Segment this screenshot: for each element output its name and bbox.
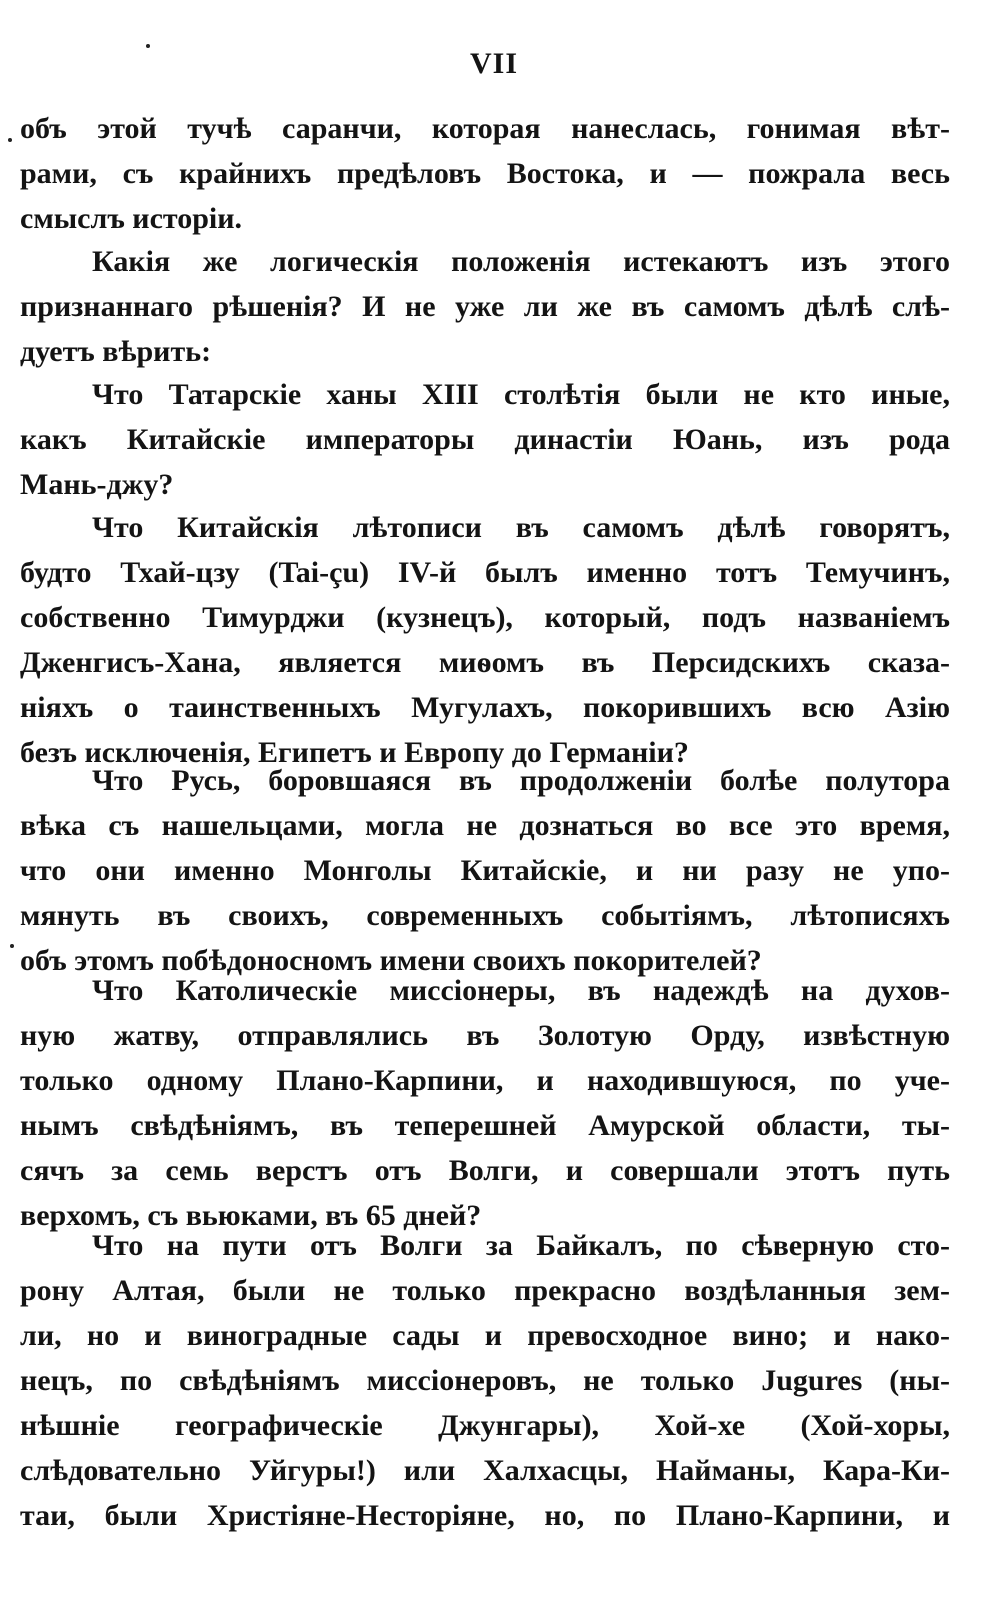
text-line: Мань-джу? — [20, 468, 174, 501]
text-line: Какія же логическія положенія истекаютъ изъ этого — [92, 245, 950, 278]
scan-speck — [8, 138, 12, 142]
text-line: Что Китайскія лѣтописи въ самомъ дѣлѣ говорятъ, — [92, 511, 950, 544]
paragraph-4 — [20, 505, 950, 775]
text-line: признаннаго рѣшенія? И не уже ли же въ самомъ дѣлѣ слѣ- — [20, 290, 950, 323]
text-line: ли, но и виноградные сады и превосходное вино; и нако- — [20, 1319, 950, 1352]
paragraph-2 — [20, 239, 950, 374]
text-line: вѣка съ нашельцами, могла не дознаться во все это время, — [20, 809, 950, 842]
text-line: рами, съ крайнихъ предѣловъ Востока, и — пожрала весь — [20, 157, 950, 190]
page-number: VII — [469, 47, 518, 80]
text-line: безъ исключенія, Египетъ и Европу до Германіи? — [20, 736, 689, 769]
text-line: верхомъ, съ вьюками, въ 65 дней? — [20, 1199, 482, 1232]
text-line: сячъ за семь верстъ отъ Волги, и совершали этотъ путь — [20, 1154, 950, 1187]
text-line: рону Алтая, были не только прекрасно воздѣланныя зем- — [20, 1274, 950, 1307]
text-line: нымъ свѣдѣніямъ, въ теперешней Амурской области, ты- — [20, 1109, 950, 1142]
scan-speck — [10, 944, 14, 948]
text-line: Что Татарскіе ханы XIII столѣтія были не кто иные, — [92, 378, 950, 411]
text-line: будто Тхай-цзу (Tai-çu) IV-й былъ именно тотъ Темучинъ, — [20, 556, 950, 589]
text-line: Дженгисъ-Хана, является миѳомъ въ Персидскихъ сказа- — [20, 646, 950, 679]
text-line: нѣшніе географическіе Джунгары), Хой-хе (Хой-хоры, — [20, 1409, 950, 1442]
text-line: собственно Тимурджи (кузнецъ), который, подъ названіемъ — [20, 601, 950, 634]
text-line: нецъ, по свѣдѣніямъ миссіонеровъ, не только Jugures (ны- — [20, 1364, 950, 1397]
text-line: Что на пути отъ Волги за Байкалъ, по сѣверную сто- — [92, 1229, 950, 1262]
text-line: только одному Плано-Карпини, и находившуюся, по уче- — [20, 1064, 950, 1097]
text-line: что они именно Монголы Китайскіе, и ни разу не упо- — [20, 854, 950, 887]
text-line: ную жатву, отправлялись въ Золотую Орду, извѣстную — [20, 1019, 950, 1052]
paragraph-3 — [20, 372, 950, 507]
text-line: объ этой тучѣ саранчи, которая нанеслась, гонимая вѣт- — [20, 112, 950, 145]
text-line: таи, были Христіяне-Несторіяне, но, по Плано-Карпини, и — [20, 1499, 950, 1532]
scan-speck — [146, 44, 150, 48]
paragraph-6 — [20, 968, 950, 1238]
text-line: Что Русь, боровшаяся въ продолженіи болѣе полутора — [92, 764, 950, 797]
text-line: Что Католическіе миссіонеры, въ надеждѣ на духов- — [92, 974, 950, 1007]
text-line: ніяхъ о таинственныхъ Мугулахъ, покорившихъ всю Азію — [20, 691, 950, 724]
paragraph-1 — [20, 106, 950, 241]
text-line: какъ Китайскіе императоры династіи Юань, изъ рода — [20, 423, 950, 456]
text-line: слѣдовательно Уйгуры!) или Халхасцы, Найманы, Кара-Ки- — [20, 1454, 950, 1487]
text-line: дуетъ вѣрить: — [20, 335, 212, 368]
text-line: мянуть въ своихъ, современныхъ событіямъ, лѣтописяхъ — [20, 899, 950, 932]
paragraph-7 — [20, 1223, 950, 1538]
text-line: смыслъ исторіи. — [20, 202, 243, 235]
paragraph-5 — [20, 758, 950, 983]
text-line: объ этомъ побѣдоносномъ имени своихъ покорителей? — [20, 944, 762, 977]
